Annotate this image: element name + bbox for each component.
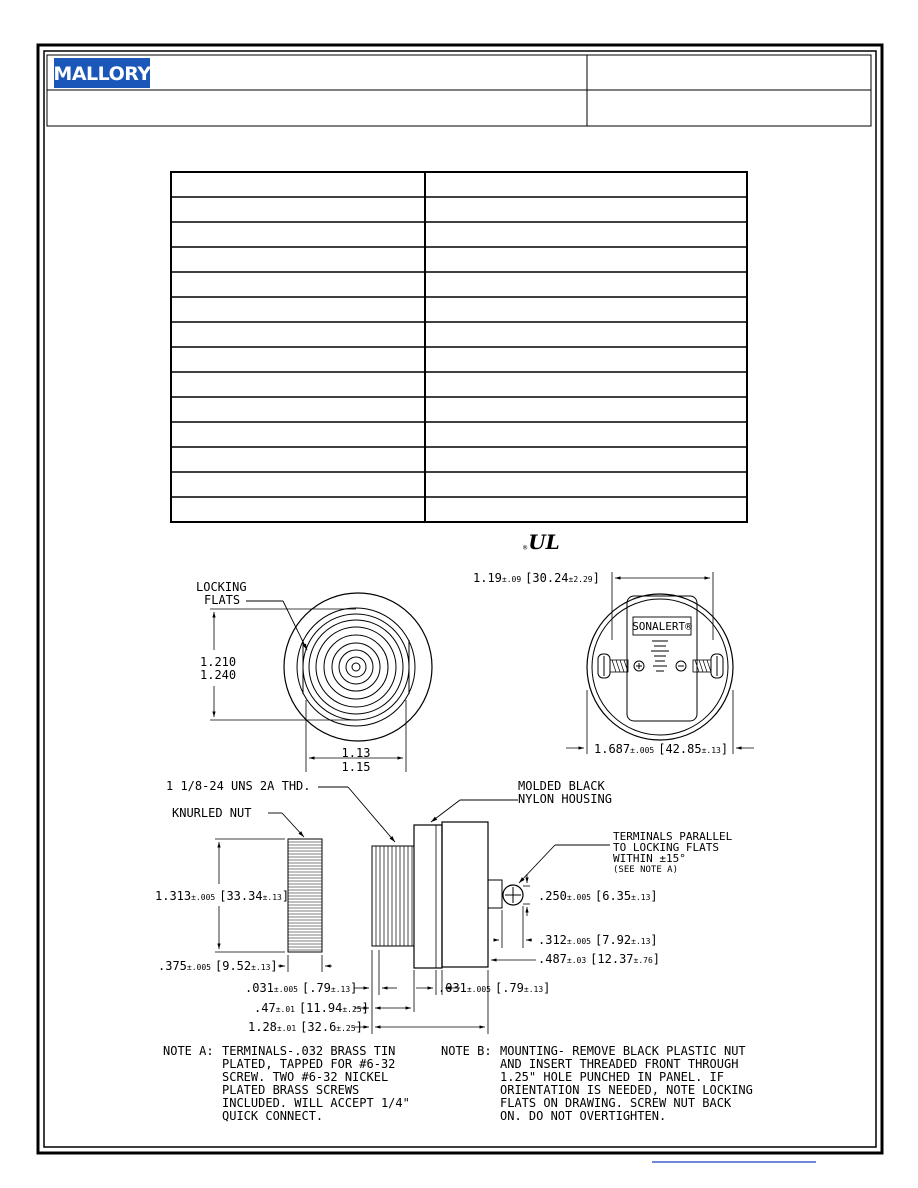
sonalert-label: SONALERT® <box>632 620 692 633</box>
back-view <box>566 572 754 754</box>
locking-flats-label-2: FLATS <box>204 593 241 607</box>
title-block <box>47 55 871 126</box>
dim-031-right: .031 <box>438 981 467 995</box>
height-dim-min: 1.210 <box>200 655 237 669</box>
svg-text:.031±.005[.79±.13]: .031±.005 [.79±.13] <box>245 981 358 995</box>
ul-recognized-mark <box>523 530 560 554</box>
terminals-label-4: (SEE NOTE A) <box>613 865 679 875</box>
note-b-line: 1.25" HOLE PUNCHED IN PANEL. IF <box>500 1070 724 1084</box>
dim-47: .47 <box>254 1001 276 1015</box>
note-a-line: PLATED BRASS SCREWS <box>222 1083 360 1097</box>
knurled-nut-label: KNURLED NUT <box>172 806 252 820</box>
svg-text:.375±.005[9.52±.13]: .375±.005 [9.52±.13] <box>158 959 278 973</box>
front-view <box>210 593 432 772</box>
terminals-label-3: WITHIN ±15° <box>613 852 686 865</box>
side-view <box>215 787 610 1034</box>
note-a-line: QUICK CONNECT. <box>222 1109 324 1123</box>
nut-width-dim: .375 <box>158 959 187 973</box>
svg-text:.487±.03[12.37±.76]: .487±.03 [12.37±.76] <box>538 952 661 966</box>
note-b-label: NOTE B: <box>441 1044 492 1058</box>
back-bottom-dim: 1.687 <box>594 742 631 756</box>
spec-table <box>171 172 747 522</box>
dim-128: 1.28 <box>248 1020 277 1034</box>
svg-text:.312±.005[7.92±.13]: .312±.005 [7.92±.13] <box>538 933 658 947</box>
note-b <box>441 1044 753 1123</box>
svg-text:1.313±.005[33.34±.13]: 1.313±.005 [33.34±.13] <box>155 889 290 903</box>
note-a-line: PLATED, TAPPED FOR #6-32 <box>222 1057 396 1071</box>
side-view-labels <box>155 779 733 1034</box>
note-b-line: FLATS ON DRAWING. SCREW NUT BACK <box>500 1096 732 1110</box>
dim-031-left: .031 <box>245 981 274 995</box>
note-a-line: INCLUDED. WILL ACCEPT 1/4" <box>222 1096 410 1110</box>
width-dim-min: 1.13 <box>341 746 371 760</box>
note-a-line: SCREW. TWO #6-32 NICKEL <box>222 1070 389 1084</box>
note-a <box>163 1044 410 1123</box>
svg-text:®: ® <box>523 544 528 552</box>
locking-flats-label-1: LOCKING <box>196 580 247 594</box>
mallory-logo <box>53 58 151 88</box>
back-top-dim: 1.19 <box>473 571 502 585</box>
svg-text:1.687±.005[42.85±.13]: 1.687±.005 [42.85±.13] <box>594 742 729 756</box>
svg-text:1.19±.09[30.24±2.29]: 1.19±.09 [30.24±2.29] <box>473 571 600 585</box>
svg-text:1.28±.01[32.6±.25]: 1.28±.01 [32.6±.25] <box>248 1020 363 1034</box>
terminals-label-1: TERMINALS PARALLEL <box>613 830 733 843</box>
svg-text:.031±.005[.79±.13]: .031±.005 [.79±.13] <box>438 981 551 995</box>
dim-250: .250 <box>538 889 567 903</box>
svg-text:.250±.005[6.35±.13]: .250±.005 [6.35±.13] <box>538 889 658 903</box>
terminals-label-2: TO LOCKING FLATS <box>613 841 719 854</box>
brand-name: MALLORY <box>53 63 151 85</box>
height-dim-max: 1.240 <box>200 668 237 682</box>
note-b-line: ORIENTATION IS NEEDED, NOTE LOCKING <box>500 1083 753 1097</box>
note-b-line: ON. DO NOT OVERTIGHTEN. <box>500 1109 667 1123</box>
housing-label-2: NYLON HOUSING <box>518 792 612 806</box>
dim-312: .312 <box>538 933 567 947</box>
thread-spec-label: 1 1/8-24 UNS 2A THD. <box>166 779 311 793</box>
svg-text:UL: UL <box>528 530 560 554</box>
housing-label-1: MOLDED BLACK <box>518 779 605 793</box>
note-a-line: TERMINALS-.032 BRASS TIN <box>222 1044 396 1058</box>
note-a-label: NOTE A: <box>163 1044 214 1058</box>
width-dim-max: 1.15 <box>341 760 371 774</box>
note-b-line: AND INSERT THREADED FRONT THROUGH <box>500 1057 739 1071</box>
svg-text:.47±.01[11.94±.25]: .47±.01 [11.94±.25] <box>254 1001 369 1015</box>
dim-487: .487 <box>538 952 567 966</box>
nut-height-dim: 1.313 <box>155 889 192 903</box>
note-b-line: MOUNTING- REMOVE BLACK PLASTIC NUT <box>500 1044 746 1058</box>
